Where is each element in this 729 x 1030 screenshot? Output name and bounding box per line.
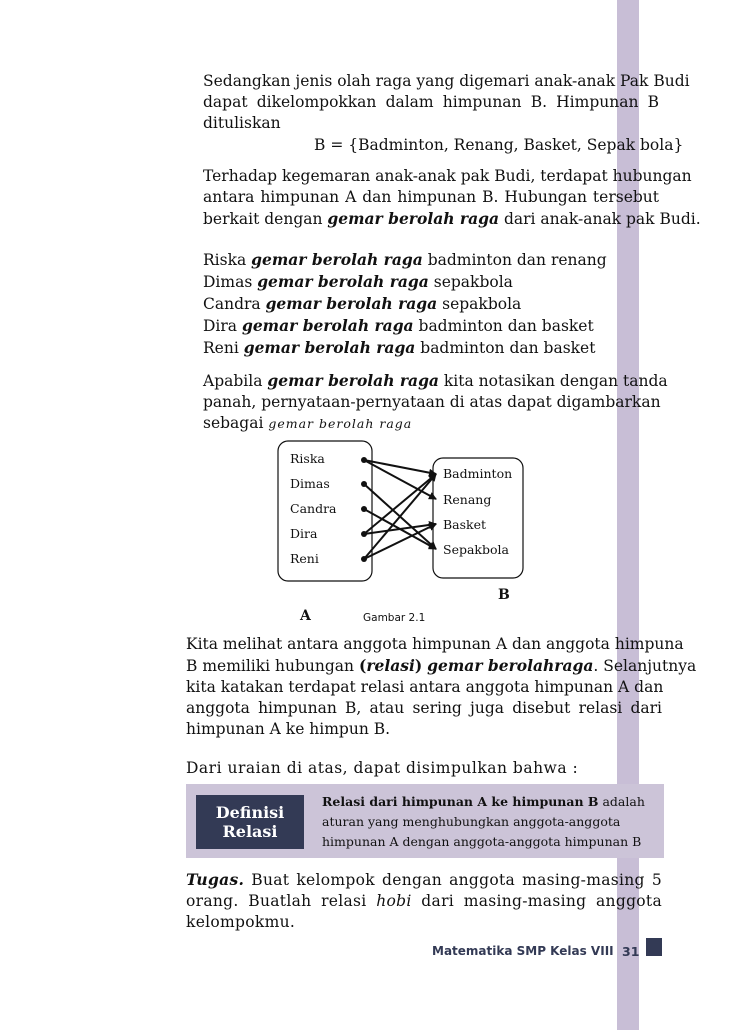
intro-line: dituliskan (203, 114, 281, 132)
text-line: antara himpunan A dan himpunan B. Hubungan tersebut (203, 188, 659, 206)
text-line: Tugas. Buat kelompok dengan anggota masing-masing 5 (186, 870, 662, 889)
hobby-item: Reni gemar berolah raga badminton dan basket (203, 338, 596, 357)
text-line: himpunan A ke himpun B. (186, 720, 391, 738)
hobby-item: Riska gemar berolah raga badminton dan renang (203, 250, 607, 269)
set-a-member: Riska (290, 451, 325, 466)
set-a-point (361, 556, 367, 562)
set-a-point (361, 481, 367, 487)
text-line: orang. Buatlah relasi hobi dari masing-masing anggota (186, 892, 662, 910)
relation-arrow (364, 460, 436, 474)
text-line: berkait dengan gemar berolah raga dari anak-anak pak Budi. (203, 209, 701, 228)
set-b-member: Renang (443, 492, 492, 507)
text-line: panah, pernyataan-pernyataan di atas dapat digambarkan (203, 393, 661, 411)
text-line: Apabila gemar berolah raga kita notasikan dengan tanda (203, 371, 668, 390)
page-marker (646, 938, 662, 956)
set-b-definition: B = {Badminton, Renang, Basket, Sepak bola} (314, 136, 684, 154)
set-a-member: Dira (290, 526, 318, 541)
footer-book-title: Matematika SMP Kelas VIII (432, 944, 614, 958)
hobby-item: Dira gemar berolah raga badminton dan basket (203, 316, 594, 335)
intro-line: dapat dikelompokkan dalam himpunan B. Himpunan B (203, 93, 659, 111)
set-a-member: Reni (290, 551, 319, 566)
task-label: Tugas. (186, 870, 245, 889)
text-line: Kita melihat antara anggota himpunan A dan anggota himpuna (186, 635, 684, 653)
text-line: sebagai gemar berolah raga (203, 414, 413, 432)
set-b-member: Sepakbola (443, 542, 509, 557)
set-a-point (361, 506, 367, 512)
set-a-point (361, 457, 367, 463)
set-b-member: Badminton (443, 466, 513, 481)
set-b-member: Basket (443, 517, 487, 532)
definition-label: Definisi Relasi (196, 795, 304, 849)
set-a-point (361, 531, 367, 537)
set-a-member: Candra (290, 501, 337, 516)
page-number: 31 (622, 944, 640, 959)
intro-line: Sedangkan jenis olah raga yang digemari anak-anak Pak Budi (203, 72, 690, 90)
task-paragraph (186, 869, 662, 933)
set-b-label: B (498, 587, 510, 603)
text-line: B memiliki hubungan (relasi) gemar berolahraga. Selanjutnya (186, 656, 697, 675)
conclusion-paragraph (186, 634, 697, 740)
summary-line: Dari uraian di atas, dapat disimpulkan bahwa : (186, 759, 579, 777)
text-line: kita katakan terdapat relasi antara anggota himpunan A dan (186, 678, 664, 696)
relation-arrow (364, 474, 436, 559)
hobby-item: Dimas gemar berolah raga sepakbola (203, 272, 513, 291)
definition-text: Relasi dari himpunan A ke himpunan B adalah aturan yang menghubungkan anggota-anggota himpunan A dengan anggota-anggota himpunan B (322, 794, 645, 849)
text-line: Terhadap kegemaran anak-anak pak Budi, terdapat hubungan (203, 167, 692, 185)
text-line: anggota himpunan B, atau sering juga disebut relasi dari (186, 699, 662, 717)
set-a-label: A (300, 608, 311, 624)
set-a-member: Dimas (290, 476, 330, 491)
hobby-item: Candra gemar berolah raga sepakbola (203, 294, 522, 313)
text-line: kelompokmu. (186, 913, 296, 931)
figure-caption: Gambar 2.1 (363, 612, 426, 624)
